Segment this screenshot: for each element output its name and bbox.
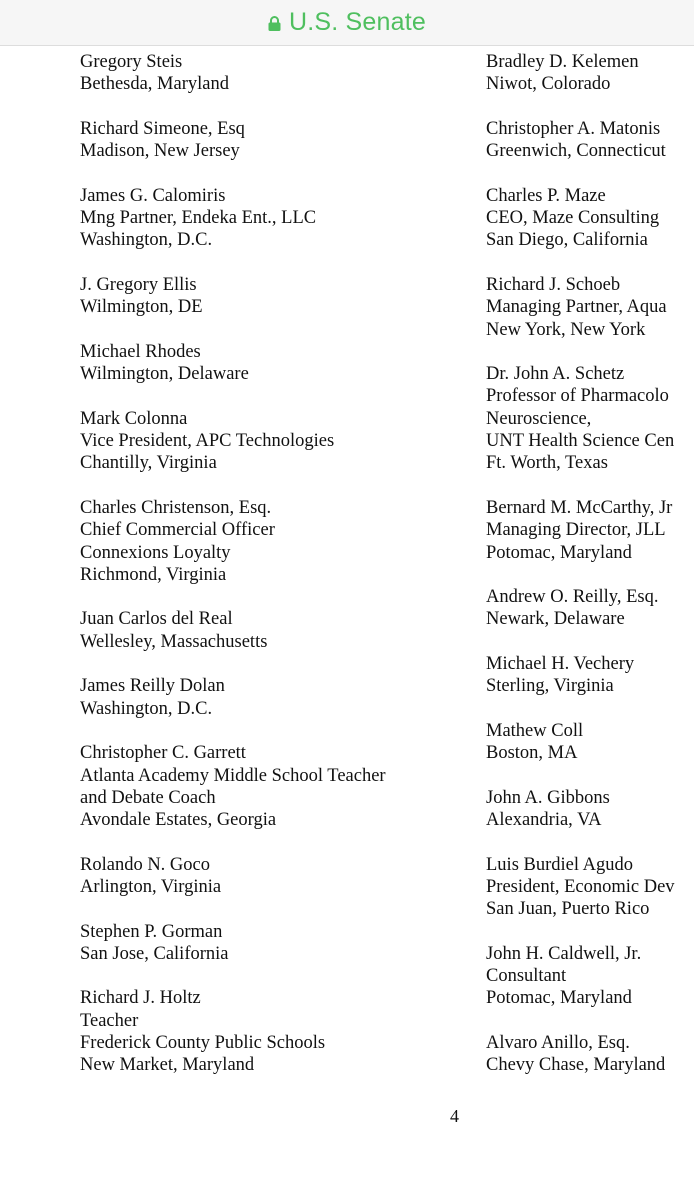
entry-name: Alvaro Anillo, Esq. [486,1033,630,1054]
lock-icon [268,16,281,31]
entry-detail: San Juan, Puerto Rico [486,899,650,920]
entry-detail: Potomac, Maryland [486,542,632,563]
entry-name: Dr. John A. Schetz [486,364,625,385]
entry-name: Christopher C. Garrett [80,743,246,764]
entry-detail: Wilmington, DE [80,297,203,318]
entry-detail: President, Economic Dev [486,876,675,897]
entry-name: Luis Burdiel Agudo [486,854,633,875]
entry-name: Richard Simeone, Esq [80,118,245,139]
entry-detail: Avondale Estates, Georgia [80,810,277,831]
roster-entry [80,742,386,831]
entry-detail: Professor of Pharmacolo [486,386,669,407]
entry-detail: Alexandria, VA [486,810,602,831]
entry-name: Charles P. Maze [486,185,606,206]
roster-entry [486,943,675,1010]
entry-detail: Connexions Loyalty [80,542,231,563]
entry-detail: Wellesley, Massachusetts [80,631,268,652]
roster-entry [486,586,675,631]
roster-entry [80,51,386,96]
roster-entry [486,363,675,474]
entry-name: John H. Caldwell, Jr. [486,943,642,964]
roster-entry [80,341,386,386]
entry-detail: Ft. Worth, Texas [486,453,608,474]
page-number: 4 [450,1106,459,1126]
entry-detail: Potomac, Maryland [486,988,632,1009]
roster-entry [486,1032,675,1077]
roster-entry [486,720,675,765]
site-title: U.S. Senate [288,8,426,36]
roster-entry [80,675,386,720]
roster-entry [486,118,675,163]
roster-entry [486,274,675,341]
entry-detail: Boston, MA [486,743,578,764]
entry-name: James Reilly Dolan [80,676,225,697]
entry-name: Michael Rhodes [80,341,201,362]
entry-name: Michael H. Vechery [486,654,635,675]
entry-detail: Atlanta Academy Middle School Teacher [80,765,386,786]
entry-name: Bernard M. McCarthy, Jr [486,497,673,518]
roster-entry [80,274,386,319]
entry-detail: Greenwich, Connecticut [486,141,666,162]
entry-name: Bradley D. Kelemen [486,52,639,72]
entry-detail: Teacher [80,1010,139,1031]
roster-entry [80,408,386,475]
entry-detail: Washington, D.C. [80,698,213,719]
roster-entry [80,921,386,966]
entry-name: Richard J. Schoeb [486,274,621,295]
entry-name: Gregory Steis [80,52,183,72]
entry-detail: Managing Director, JLL [486,520,666,541]
entry-detail: Washington, D.C. [80,230,213,251]
entry-name: Mathew Coll [486,720,584,741]
entry-detail: Richmond, Virginia [80,564,227,585]
entry-detail: San Jose, California [80,943,229,964]
roster-entry [486,497,675,564]
roster-entry [80,497,386,586]
roster-entry [80,987,386,1076]
right-column [486,51,675,1099]
left-column [80,51,386,1099]
entry-name: Juan Carlos del Real [80,609,233,630]
entry-name: Mark Colonna [80,408,188,429]
entry-detail: Niwot, Colorado [486,74,611,95]
entry-detail: Wilmington, Delaware [80,364,249,385]
entry-detail: Bethesda, Maryland [80,74,229,95]
entry-detail: and Debate Coach [80,787,216,808]
entry-detail: Frederick County Public Schools [80,1033,326,1054]
entry-detail: Sterling, Virginia [486,676,614,697]
entry-detail: New Market, Maryland [80,1055,255,1076]
entry-detail: Newark, Delaware [486,609,625,630]
entry-name: Charles Christenson, Esq. [80,497,272,518]
entry-detail: Arlington, Virginia [80,876,222,897]
entry-detail: Chantilly, Virginia [80,453,217,474]
roster-entry [486,787,675,832]
roster-entry [486,854,675,921]
entry-name: Rolando N. Goco [80,854,210,875]
entry-detail: Chief Commercial Officer [80,520,275,541]
entry-detail: San Diego, California [486,230,648,251]
entry-name: Richard J. Holtz [80,988,201,1009]
entry-name: James G. Calomiris [80,185,226,206]
entry-detail: Madison, New Jersey [80,141,240,162]
url-bar[interactable] [0,0,694,46]
roster-entry [486,51,675,96]
entry-detail: Neuroscience, [486,408,592,429]
entry-detail: UNT Health Science Cen [486,431,675,452]
roster-entry [80,118,386,163]
entry-detail: Consultant [486,966,567,987]
entry-detail: Vice President, APC Technologies [80,431,335,452]
entry-name: J. Gregory Ellis [80,274,197,295]
entry-name: Stephen P. Gorman [80,921,223,942]
entry-detail: CEO, Maze Consulting [486,208,660,229]
entry-detail: Chevy Chase, Maryland [486,1055,666,1076]
entry-name: Christopher A. Matonis [486,118,661,139]
entry-name: John A. Gibbons [486,787,610,808]
roster-entry [80,608,386,653]
roster-entry [486,653,675,698]
entry-detail: Managing Partner, Aqua [486,297,667,318]
entry-detail: New York, New York [486,319,646,340]
roster-entry [486,185,675,252]
entry-name: Andrew O. Reilly, Esq. [486,587,659,608]
document-page [0,46,694,1200]
roster-entry [80,854,386,899]
entry-detail: Mng Partner, Endeka Ent., LLC [80,208,317,229]
roster-entry [80,185,386,252]
